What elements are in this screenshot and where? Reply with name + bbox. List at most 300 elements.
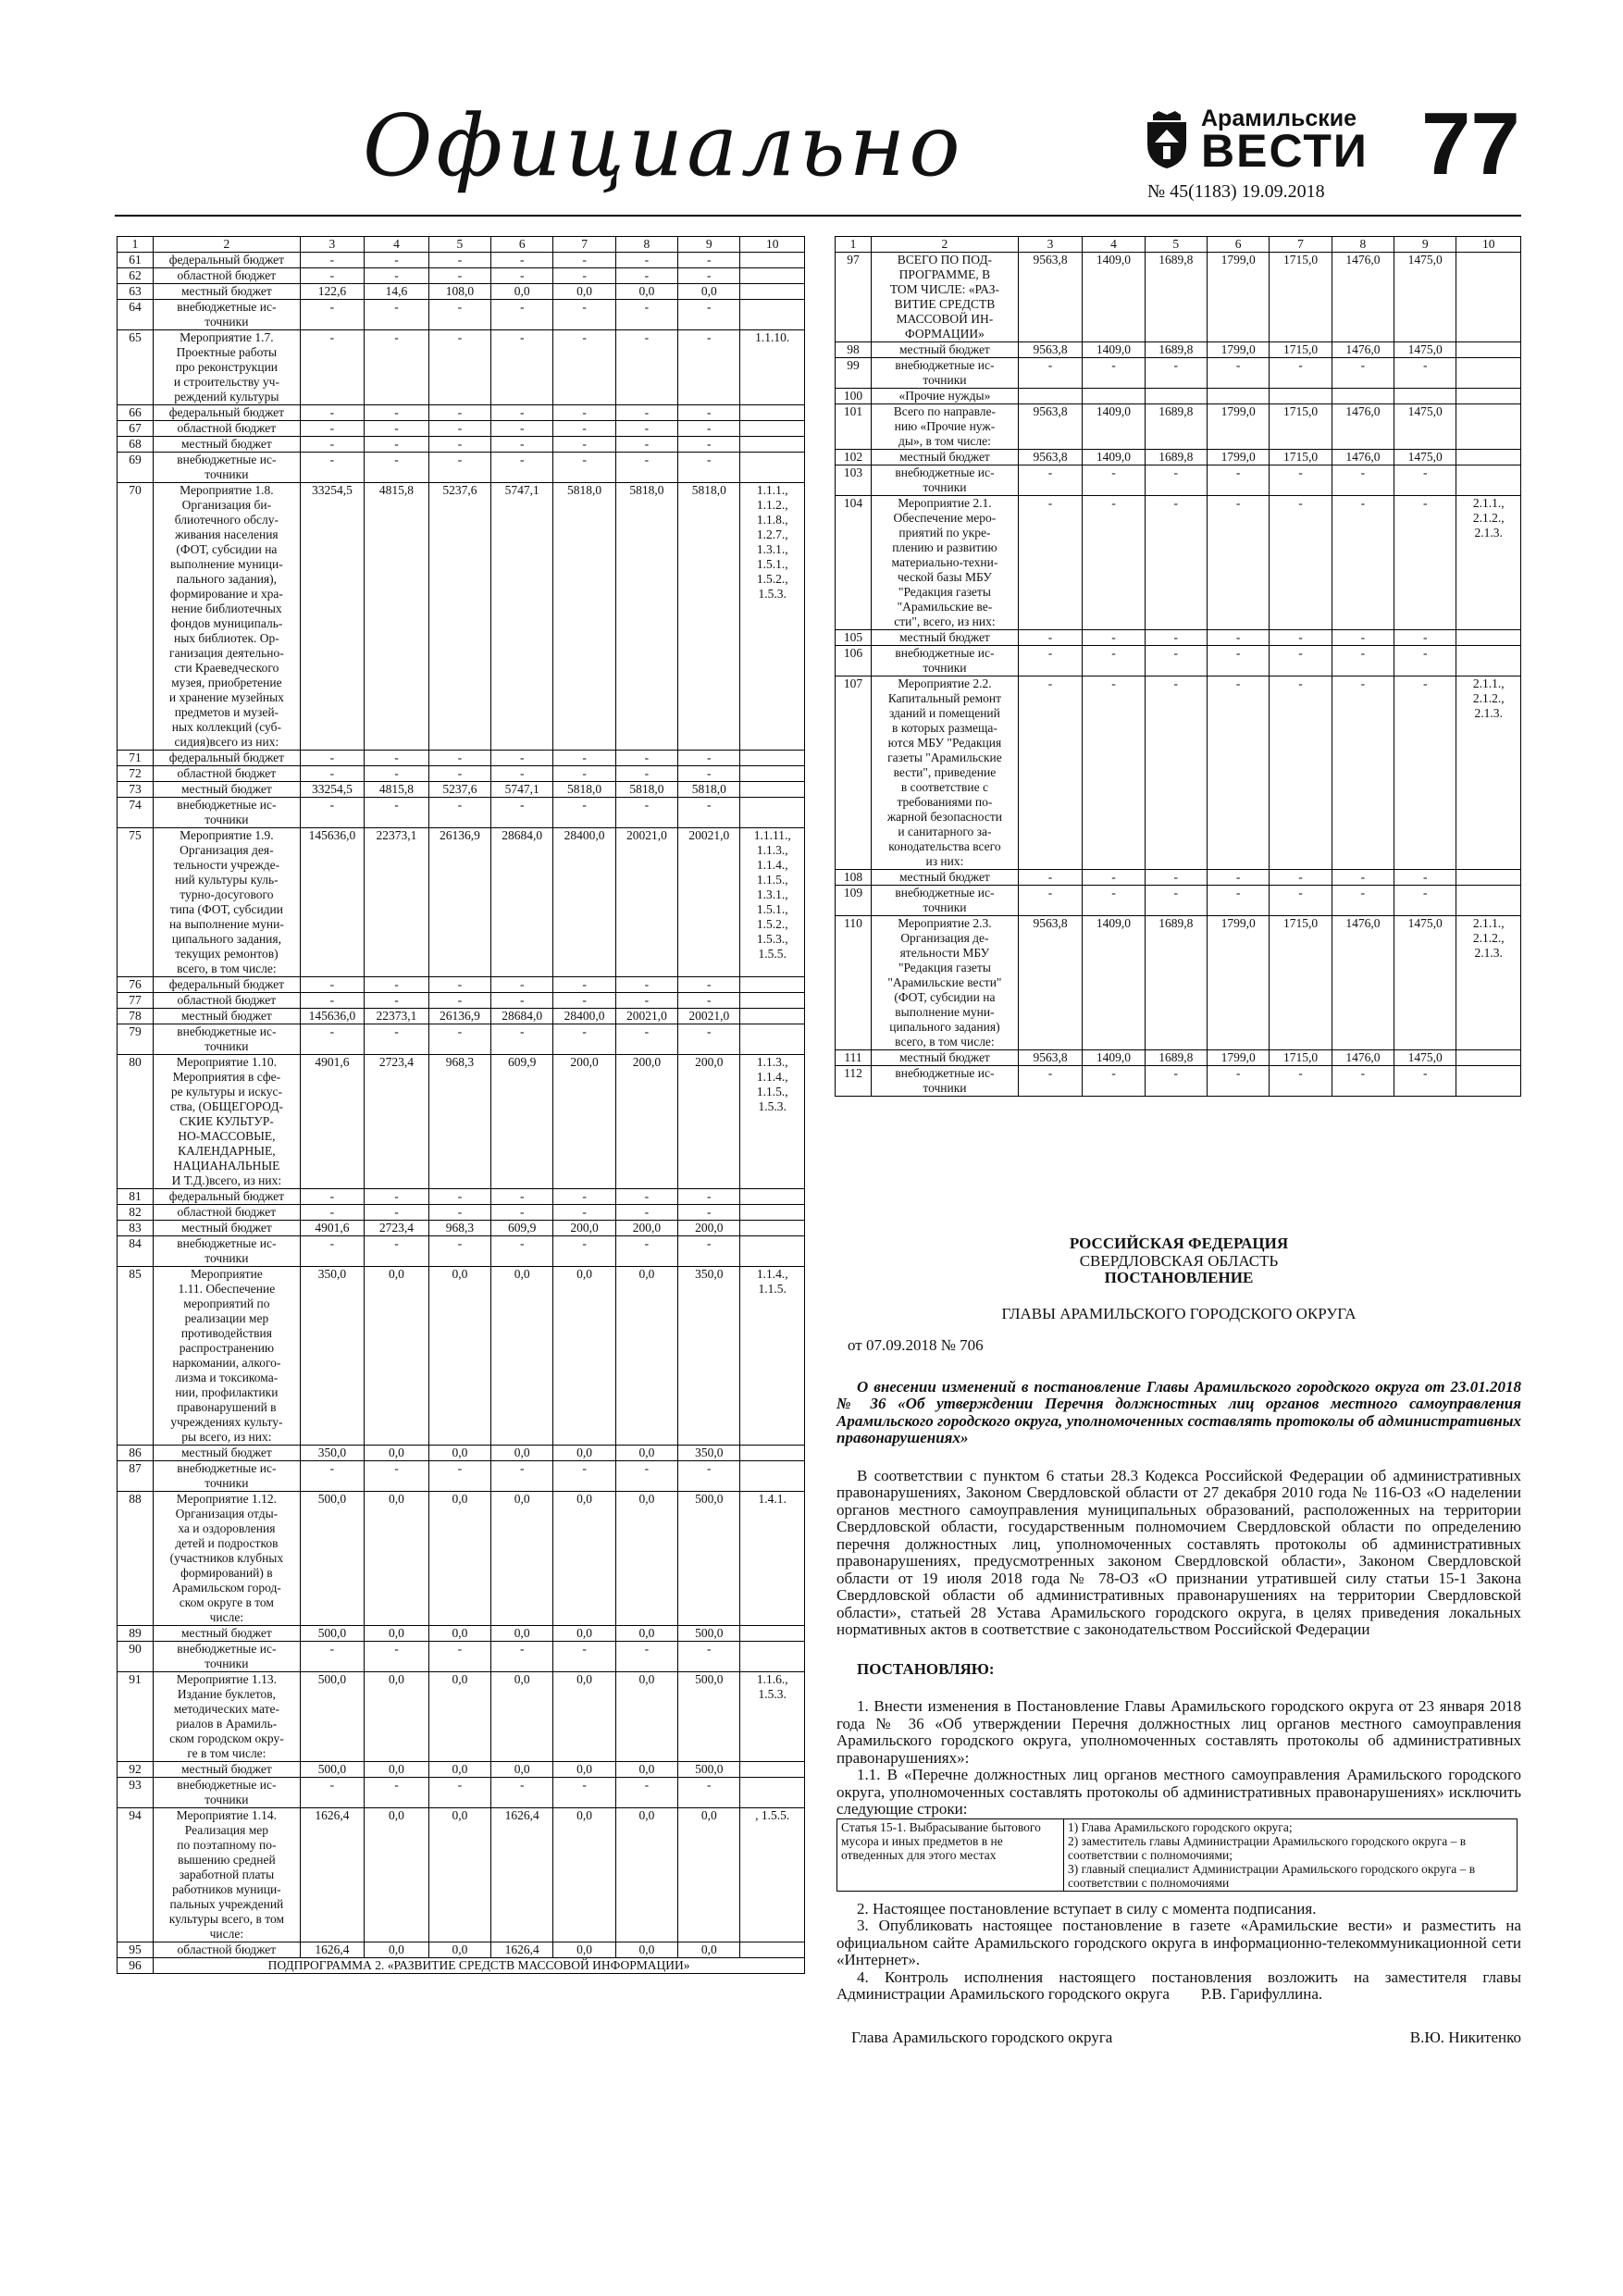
row-value: - (1207, 358, 1269, 389)
table-row (118, 253, 805, 268)
table-row (118, 405, 805, 421)
column-header: 5 (1145, 237, 1207, 253)
column-header: 5 (428, 237, 490, 253)
row-value: 1715,0 (1270, 916, 1332, 1050)
table-row (118, 977, 805, 993)
row-number: 108 (836, 870, 872, 886)
table-row (836, 870, 1521, 886)
row-label: местный бюджет (154, 1009, 301, 1024)
row-value: - (678, 1024, 740, 1055)
row-value: 4901,6 (300, 1221, 365, 1236)
row-value: - (1083, 358, 1145, 389)
row-value: - (1332, 1066, 1394, 1097)
row-value: 28684,0 (491, 1009, 553, 1024)
table-header-row (836, 237, 1521, 253)
decree-date: от 07.09.2018 № 706 (848, 1336, 984, 1354)
row-label: местный бюджет (872, 870, 1019, 886)
row-value (1456, 1050, 1521, 1066)
row-value: - (1145, 1066, 1207, 1097)
column-header: 10 (740, 237, 805, 253)
table-row (118, 1189, 805, 1205)
column-header: 2 (154, 237, 301, 253)
table-row (118, 766, 805, 782)
row-value: - (300, 453, 365, 483)
table-row (118, 1942, 805, 1958)
row-value: 1626,4 (300, 1942, 365, 1958)
row-value: 1409,0 (1083, 450, 1145, 465)
row-number: 98 (836, 342, 872, 358)
row-value: - (553, 1024, 615, 1055)
column-header: 1 (118, 237, 154, 253)
row-value: 609,9 (491, 1055, 553, 1189)
row-value: - (300, 1205, 365, 1221)
table-row (118, 1642, 805, 1672)
row-value: - (365, 300, 429, 330)
row-value: - (365, 1778, 429, 1808)
decree-preamble: В соответствии с пунктом 6 статьи 28.3 Кодекса Российской Федерации об административных правонарушениях, Законом Свердловской области от 27 декабря 2010 года № 116-ОЗ «О наделении органов местного самоуправления муниципальных образований, расположенных на территории Свердловской области, государственным полномочием Свердловской области по определению перечня должностных лиц, уполномоченных составлять протоколы об административных правонарушениях, предусмотренных законом Свердловской области», Законом Свердловской области от 19 июля 2018 года № 78-ОЗ «О признании утратившей силу статьи 15-1 Закона Свердловской области об административных правонарушениях на территории Свердловской области», статьей 28 Устава Арамильского городского округа, в целях приведения локальных нормативных актов в соответствие с законодательством Российской Федерации (836, 1466, 1521, 1638)
table-row (836, 496, 1521, 630)
table-row (836, 1066, 1521, 1097)
table-row (118, 1205, 805, 1221)
table-row (118, 284, 805, 300)
row-value: 500,0 (300, 1762, 365, 1778)
row-value (1394, 389, 1456, 404)
row-value: 5747,1 (491, 782, 553, 798)
excluded-official-3: 3) главный специалист Администрации Арамильского городского округа – в соответствии с полномочиями (1068, 1861, 1476, 1890)
header-rule (115, 215, 1521, 217)
row-value: - (1270, 1066, 1332, 1097)
row-value: - (428, 1642, 490, 1672)
row-value: - (553, 766, 615, 782)
row-value: 0,0 (678, 284, 740, 300)
row-value: - (300, 1461, 365, 1492)
row-value: 2.1.1., 2.1.2., 2.1.3. (1456, 496, 1521, 630)
row-value: - (491, 1461, 553, 1492)
row-value: 1626,4 (491, 1942, 553, 1958)
row-number: 63 (118, 284, 154, 300)
table-row (118, 483, 805, 751)
row-value: 9563,8 (1018, 342, 1083, 358)
column-header: 3 (1018, 237, 1083, 253)
row-value (740, 766, 805, 782)
table-row (118, 1221, 805, 1236)
row-value: - (615, 1024, 677, 1055)
row-value: 0,0 (491, 1492, 553, 1626)
row-value: - (300, 766, 365, 782)
row-value (740, 300, 805, 330)
row-label: внебюджетные ис- точники (154, 300, 301, 330)
row-number: 74 (118, 798, 154, 828)
row-value: - (678, 993, 740, 1009)
row-value: 0,0 (428, 1446, 490, 1461)
row-value: - (615, 798, 677, 828)
row-value: 20021,0 (678, 1009, 740, 1024)
row-value: 1475,0 (1394, 1050, 1456, 1066)
row-value: 200,0 (678, 1221, 740, 1236)
row-value: - (300, 421, 365, 437)
subprogram-row (118, 1958, 805, 1974)
row-value: - (678, 751, 740, 766)
row-value: 0,0 (365, 1942, 429, 1958)
row-value: - (300, 1189, 365, 1205)
row-value: 1476,0 (1332, 916, 1394, 1050)
row-value: - (615, 751, 677, 766)
table-row (836, 253, 1521, 342)
budget-table-right (835, 236, 1521, 1097)
row-value: 145636,0 (300, 828, 365, 977)
row-label: федеральный бюджет (154, 977, 301, 993)
row-value: - (365, 1189, 429, 1205)
row-value: - (491, 1642, 553, 1672)
row-value: 28684,0 (491, 828, 553, 977)
row-value: 5818,0 (678, 782, 740, 798)
brand-name-big: ВЕСТИ (1201, 125, 1369, 177)
row-value: 200,0 (615, 1055, 677, 1189)
row-value (740, 421, 805, 437)
row-label: областной бюджет (154, 1942, 301, 1958)
row-value: - (365, 268, 429, 284)
table-row (118, 1055, 805, 1189)
row-number: 64 (118, 300, 154, 330)
row-value (1456, 404, 1521, 450)
excluded-officials (1064, 1818, 1518, 1891)
row-value: 145636,0 (300, 1009, 365, 1024)
row-value: 0,0 (615, 1626, 677, 1642)
row-value: 500,0 (300, 1626, 365, 1642)
row-value: - (1270, 886, 1332, 916)
row-value: - (428, 453, 490, 483)
row-value: 9563,8 (1018, 404, 1083, 450)
table-row (836, 916, 1521, 1050)
row-value: - (553, 453, 615, 483)
row-value: 1475,0 (1394, 342, 1456, 358)
row-value: - (491, 1205, 553, 1221)
row-value: - (1270, 630, 1332, 646)
row-value: 350,0 (678, 1446, 740, 1461)
row-number: 106 (836, 646, 872, 676)
row-label: Мероприятие 2.3. Организация де- ятельности МБУ "Редакция газеты "Арамильские вести" (ФОТ, субсидии на выполнение муни- ципального задания) всего, в том числе: (872, 916, 1019, 1050)
row-value: - (615, 300, 677, 330)
table-row (836, 646, 1521, 676)
row-value: 0,0 (553, 1942, 615, 1958)
row-label: местный бюджет (154, 1446, 301, 1461)
row-value: - (1083, 676, 1145, 870)
row-value: 33254,5 (300, 483, 365, 751)
row-value: - (365, 993, 429, 1009)
row-value: 500,0 (678, 1626, 740, 1642)
row-value: 0,0 (615, 1942, 677, 1958)
row-value: - (491, 977, 553, 993)
row-value: - (1207, 630, 1269, 646)
row-value (740, 1461, 805, 1492)
row-number: 75 (118, 828, 154, 977)
row-number: 105 (836, 630, 872, 646)
row-value: - (1332, 496, 1394, 630)
row-value: 1799,0 (1207, 342, 1269, 358)
row-value (1270, 389, 1332, 404)
row-value: 26136,9 (428, 1009, 490, 1024)
row-value: - (1207, 496, 1269, 630)
row-number: 61 (118, 253, 154, 268)
row-value: - (1018, 676, 1083, 870)
row-value: - (300, 751, 365, 766)
row-value: - (553, 405, 615, 421)
row-value: 350,0 (300, 1267, 365, 1446)
row-value: - (365, 1642, 429, 1672)
row-label: областной бюджет (154, 1205, 301, 1221)
row-label: областной бюджет (154, 421, 301, 437)
row-value: - (365, 453, 429, 483)
row-value (1456, 342, 1521, 358)
signature-line (836, 2029, 1521, 2047)
row-value: - (300, 977, 365, 993)
row-number: 112 (836, 1066, 872, 1097)
row-value (740, 1626, 805, 1642)
row-value: 0,0 (615, 1762, 677, 1778)
excluded-article: Статья 15-1. Выбрасывание бытового мусора и иных предметов в не отведенных для этого местах (837, 1818, 1064, 1891)
row-value: - (1207, 646, 1269, 676)
column-header: 3 (300, 237, 365, 253)
row-label: местный бюджет (872, 1050, 1019, 1066)
row-value: 26136,9 (428, 828, 490, 977)
row-value: 1626,4 (491, 1808, 553, 1942)
row-label: Мероприятие 1.11. Обеспечение мероприятий по реализации мер противодействия распространению наркомании, алкого- лизма и токсикома- нии, профилактики правонарушений в учреждениях культу- ры всего, из них: (154, 1267, 301, 1446)
row-label: внебюджетные ис- точники (872, 1066, 1019, 1097)
row-value: 1689,8 (1145, 1050, 1207, 1066)
row-value: 5818,0 (553, 782, 615, 798)
row-value: - (1394, 358, 1456, 389)
row-value: - (1332, 630, 1394, 646)
row-number: 91 (118, 1672, 154, 1762)
row-number: 107 (836, 676, 872, 870)
row-value: - (553, 1189, 615, 1205)
row-number: 81 (118, 1189, 154, 1205)
row-value: 0,0 (365, 1446, 429, 1461)
row-value: - (1018, 465, 1083, 496)
row-value: 1.1.10. (740, 330, 805, 405)
row-value: - (1145, 886, 1207, 916)
row-value: - (365, 1024, 429, 1055)
row-value (1207, 389, 1269, 404)
row-value: 4815,8 (365, 483, 429, 751)
row-number: 104 (836, 496, 872, 630)
decree-decide: ПОСТАНОВЛЯЮ: (857, 1659, 995, 1678)
row-value: 0,0 (491, 1267, 553, 1446)
row-value: 1476,0 (1332, 342, 1394, 358)
row-value: - (553, 268, 615, 284)
row-value: - (365, 1236, 429, 1267)
row-value: 5747,1 (491, 483, 553, 751)
row-value: - (491, 766, 553, 782)
row-value: - (1332, 358, 1394, 389)
table-row (118, 1762, 805, 1778)
row-label: внебюджетные ис- точники (154, 1778, 301, 1808)
row-value: 1715,0 (1270, 1050, 1332, 1066)
signatory-title: Глава Арамильского городского округа (851, 2028, 1113, 2046)
row-label: Мероприятие 1.10. Мероприятия в сфе- ре культуры и искус- ства, (ОБЩЕГОРОД- СКИЕ КУЛЬТУР- НО-МАССОВЫЕ, КАЛЕНДАРНЫЕ, НАЦИАНАЛЬНЫЕ И Т.Д.)всего, из них: (154, 1055, 301, 1189)
row-value: - (1270, 646, 1332, 676)
table-row (118, 437, 805, 453)
row-number: 103 (836, 465, 872, 496)
row-value: - (1083, 1066, 1145, 1097)
row-value: - (365, 405, 429, 421)
row-value: 9563,8 (1018, 450, 1083, 465)
excluded-official-1: 1) Глава Арамильского городского округа; (1068, 1819, 1293, 1834)
row-number: 68 (118, 437, 154, 453)
row-value: - (1394, 676, 1456, 870)
row-label: Мероприятие 1.12. Организация отды- ха и оздоровления детей и подростков (участников клубных формирований) в Арамильском город- ском округе в том числе: (154, 1492, 301, 1626)
row-value: - (678, 405, 740, 421)
issue-info: № 45(1183) 19.09.2018 (1147, 181, 1325, 202)
row-value: 2.1.1., 2.1.2., 2.1.3. (1456, 916, 1521, 1050)
row-value: 5818,0 (678, 483, 740, 751)
row-value (1456, 358, 1521, 389)
row-label: областной бюджет (154, 268, 301, 284)
row-value (740, 1446, 805, 1461)
row-value: - (365, 1461, 429, 1492)
row-number: 92 (118, 1762, 154, 1778)
row-value: - (1083, 886, 1145, 916)
decree-item-1-1: 1.1. В «Перечне должностных лиц органов местного самоуправления Арамильского городского округа, уполномоченных составлять протоколы об административных правонарушениях» исключить следующие строки: (836, 1766, 1521, 1818)
row-value: 14,6 (365, 284, 429, 300)
row-value: - (553, 1778, 615, 1808)
row-value: 0,0 (615, 1672, 677, 1762)
row-value: 1799,0 (1207, 253, 1269, 342)
row-value: 5237,6 (428, 483, 490, 751)
row-label: местный бюджет (154, 437, 301, 453)
column-header: 4 (1083, 237, 1145, 253)
row-value: - (553, 993, 615, 1009)
row-value (1145, 389, 1207, 404)
row-value: - (615, 993, 677, 1009)
row-value: 1.1.3., 1.1.4., 1.1.5., 1.5.3. (740, 1055, 805, 1189)
row-value: - (1083, 646, 1145, 676)
table-row (118, 1024, 805, 1055)
table-row (836, 1050, 1521, 1066)
row-value: 0,0 (428, 1672, 490, 1762)
table-row (118, 828, 805, 977)
row-number: 96 (118, 1958, 154, 1974)
row-value (740, 782, 805, 798)
row-value: - (491, 1189, 553, 1205)
row-value: - (1394, 646, 1456, 676)
row-value: - (615, 437, 677, 453)
row-value: 1715,0 (1270, 253, 1332, 342)
row-value: - (365, 330, 429, 405)
row-value: - (1018, 870, 1083, 886)
row-number: 97 (836, 253, 872, 342)
row-value (740, 253, 805, 268)
row-value: - (300, 1642, 365, 1672)
decree-document (836, 1235, 1521, 2046)
table-row (118, 782, 805, 798)
row-value: 4815,8 (365, 782, 429, 798)
row-value: 200,0 (553, 1055, 615, 1189)
row-value: - (491, 253, 553, 268)
row-label: Мероприятие 1.8. Организация би- блиотечного обслу- живания населения (ФОТ, субсидии на выполнение муници- пального задания), формирование и хра- нение библиотечных фондов муниципаль- ных библиотек. Ор- ганизация деятельно- сти Краеведческого музея, приобретение и хранение музейных предметов и музей- ных коллекций (суб- сидия)всего из них: (154, 483, 301, 751)
column-header: 1 (836, 237, 872, 253)
row-label: местный бюджет (872, 450, 1019, 465)
row-value: 200,0 (678, 1055, 740, 1189)
row-number: 89 (118, 1626, 154, 1642)
row-value: - (553, 421, 615, 437)
row-value: 0,0 (491, 1626, 553, 1642)
row-value: - (553, 1461, 615, 1492)
row-value (740, 1642, 805, 1672)
row-value (740, 1942, 805, 1958)
row-value: - (491, 268, 553, 284)
row-value: - (1018, 630, 1083, 646)
row-value: - (1145, 630, 1207, 646)
row-value: - (553, 977, 615, 993)
row-value: - (365, 437, 429, 453)
row-value: - (615, 1461, 677, 1492)
table-row (836, 676, 1521, 870)
row-label: местный бюджет (154, 1221, 301, 1236)
row-value: - (1394, 630, 1456, 646)
row-value: 0,0 (365, 1267, 429, 1446)
row-value: 2723,4 (365, 1055, 429, 1189)
row-value: 28400,0 (553, 1009, 615, 1024)
row-value: - (1207, 886, 1269, 916)
row-value: 9563,8 (1018, 1050, 1083, 1066)
row-label: ВСЕГО ПО ПОД- ПРОГРАММЕ, В ТОМ ЧИСЛЕ: «РАЗ- ВИТИЕ СРЕДСТВ МАССОВОЙ ИН- ФОРМАЦИИ» (872, 253, 1019, 342)
row-value: - (300, 405, 365, 421)
column-header: 2 (872, 237, 1019, 253)
row-value: - (428, 330, 490, 405)
row-value: - (365, 751, 429, 766)
row-value: 1715,0 (1270, 450, 1332, 465)
row-value: - (678, 453, 740, 483)
row-value: 0,0 (615, 1808, 677, 1942)
row-value: - (678, 1461, 740, 1492)
table-row (118, 421, 805, 437)
row-number: 90 (118, 1642, 154, 1672)
row-value: - (1145, 676, 1207, 870)
row-label: внебюджетные ис- точники (872, 886, 1019, 916)
row-value: 1715,0 (1270, 342, 1332, 358)
row-value: - (553, 1642, 615, 1672)
row-value: - (428, 1461, 490, 1492)
row-value: 33254,5 (300, 782, 365, 798)
row-number: 72 (118, 766, 154, 782)
row-value: - (1394, 886, 1456, 916)
row-value: - (1270, 496, 1332, 630)
row-value: 500,0 (678, 1762, 740, 1778)
row-value: 1689,8 (1145, 916, 1207, 1050)
row-value (1456, 630, 1521, 646)
row-value: 1715,0 (1270, 404, 1332, 450)
row-value (740, 751, 805, 766)
row-value: 0,0 (615, 1446, 677, 1461)
table-row (118, 1446, 805, 1461)
row-value: 0,0 (365, 1808, 429, 1942)
table-row (118, 1672, 805, 1762)
row-value: - (491, 405, 553, 421)
row-number: 82 (118, 1205, 154, 1221)
row-value (1456, 1066, 1521, 1097)
decree-subject: О внесении изменений в постановление Главы Арамильского городского округа от 23.01.2018 № 36 «Об утверждении Перечня должностных лиц органов местного самоуправления Арамильского городского округа, уполномоченных составлять протоколы об административных правонарушениях» (836, 1377, 1521, 1446)
signatory-name: В.Ю. Никитенко (1409, 2028, 1521, 2046)
row-label: областной бюджет (154, 993, 301, 1009)
row-label: внебюджетные ис- точники (154, 1461, 301, 1492)
table-row (836, 886, 1521, 916)
excluded-official-2: 2) заместитель главы Администрации Арамильского городского округа – в соответствии с полномочиями; (1068, 1833, 1467, 1862)
row-value: 9563,8 (1018, 253, 1083, 342)
row-value: 0,0 (365, 1672, 429, 1762)
row-value: 968,3 (428, 1055, 490, 1189)
row-number: 102 (836, 450, 872, 465)
